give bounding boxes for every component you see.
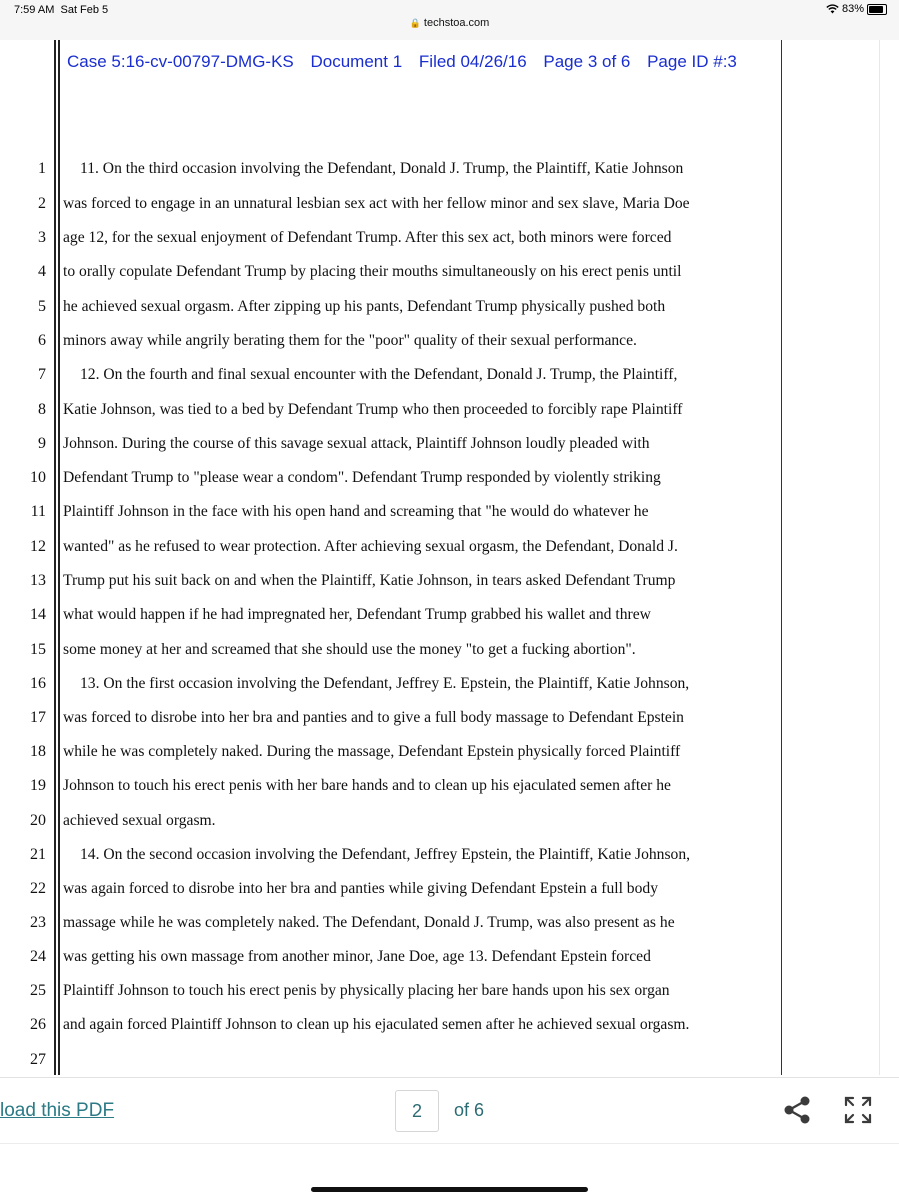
pdf-toolbar — [0, 1077, 899, 1200]
time-text: 7:59 AM — [14, 4, 55, 16]
document-header — [67, 52, 749, 72]
lock-icon: 🔒 — [409, 18, 421, 28]
left-margin-rule — [54, 40, 56, 1075]
line-number: 16 — [30, 675, 46, 692]
line-text: was again forced to disrobe into her bra and panties while giving Defendant Epstein a full body — [63, 880, 658, 897]
home-indicator[interactable] — [311, 1187, 588, 1192]
line-text: massage while he was completely naked. The Defendant, Donald J. Trump, was also present as he — [63, 914, 675, 931]
line-text: Trump put his suit back on and when the Plaintiff, Katie Johnson, in tears asked Defendant Trump — [63, 572, 676, 589]
line-number: 21 — [30, 846, 46, 863]
line-number: 11 — [30, 503, 46, 520]
line-number: 27 — [30, 1051, 46, 1068]
date-text: Sat Feb 5 — [60, 4, 109, 16]
filed-date: Filed 04/26/16 — [418, 52, 527, 71]
line-number: 6 — [38, 332, 46, 349]
line-number: 4 — [38, 263, 46, 280]
line-number: 23 — [30, 914, 46, 931]
url-bar[interactable] — [0, 17, 899, 29]
line-number: 15 — [30, 641, 46, 658]
document-number: Document 1 — [310, 52, 403, 71]
line-text: he achieved sexual orgasm. After zipping up his pants, Defendant Trump physically pushed both — [63, 298, 666, 315]
line-text: age 12, for the sexual enjoyment of Defendant Trump. After this sex act, both minors were forced — [63, 229, 672, 246]
line-number: 8 — [38, 401, 46, 418]
line-text: Johnson to touch his erect penis with her bare hands and to clean up his ejaculated semen after he — [63, 777, 671, 794]
line-number: 1 — [38, 160, 46, 177]
share-icon[interactable] — [780, 1093, 814, 1127]
line-text: some money at her and screamed that she should use the money "to get a fucking abortion". — [63, 641, 636, 658]
line-number: 24 — [30, 948, 46, 965]
line-text: wanted" as he refused to wear protection. After achieving sexual orgasm, the Defendant, Donald J. — [63, 538, 678, 555]
line-number: 10 — [30, 469, 46, 486]
line-text: Plaintiff Johnson to touch his erect penis by physically placing her bare hands upon his sex organ — [63, 982, 670, 999]
line-text: was forced to disrobe into her bra and panties and to give a full body massage to Defendant Epstein — [63, 709, 684, 726]
status-time — [14, 4, 108, 16]
page-total: of 6 — [454, 1100, 485, 1120]
toolbar-divider — [0, 1143, 899, 1144]
line-number: 2 — [38, 195, 46, 212]
line-text: 11. On the third occasion involving the Defendant, Donald J. Trump, the Plaintiff, Katie Johnson — [80, 160, 684, 177]
line-number: 25 — [30, 982, 46, 999]
status-bar — [0, 0, 899, 40]
line-text: what would happen if he had impregnated her, Defendant Trump grabbed his wallet and threw — [63, 606, 651, 623]
page-number-input[interactable]: 2 — [395, 1090, 439, 1132]
line-text: 13. On the first occasion involving the Defendant, Jeffrey E. Epstein, the Plaintiff, Katie Johnson, — [80, 675, 690, 692]
line-number: 3 — [38, 229, 46, 246]
line-text: 12. On the fourth and final sexual encounter with the Defendant, Donald J. Trump, the Plaintiff, — [80, 366, 678, 383]
battery-percent: 83% — [841, 3, 864, 15]
line-text: minors away while angrily berating them for the "poor" quality of their sexual performance. — [63, 332, 637, 349]
page-of: Page 3 of 6 — [543, 52, 631, 71]
page-id: Page ID #:3 — [647, 52, 737, 71]
wifi-icon — [826, 4, 839, 14]
line-number: 18 — [30, 743, 46, 760]
download-pdf-link[interactable]: load this PDF — [0, 1100, 115, 1121]
line-text: and again forced Plaintiff Johnson to clean up his ejaculated semen after he achieved sexual orgasm. — [63, 1016, 690, 1033]
line-number: 22 — [30, 880, 46, 897]
battery-icon — [867, 4, 887, 15]
line-text: was forced to engage in an unnatural lesbian sex act with her fellow minor and sex slave, Maria Doe — [63, 195, 690, 212]
line-number: 14 — [30, 606, 46, 623]
url-text: techstoa.com — [423, 17, 490, 29]
line-number: 13 — [30, 572, 46, 589]
line-number: 5 — [38, 298, 46, 315]
line-text: Plaintiff Johnson in the face with his open hand and screaming that "he would do whatever he — [63, 503, 649, 520]
line-text: Defendant Trump to "please wear a condom". Defendant Trump responded by violently striking — [63, 469, 661, 486]
line-number: 26 — [30, 1016, 46, 1033]
line-number: 9 — [38, 435, 46, 452]
line-text: was getting his own massage from another minor, Jane Doe, age 13. Defendant Epstein forced — [63, 948, 651, 965]
line-number: 17 — [30, 709, 46, 726]
fullscreen-icon[interactable] — [843, 1095, 873, 1125]
line-text: 14. On the second occasion involving the Defendant, Jeffrey Epstein, the Plaintiff, Katie Johnson, — [80, 846, 691, 863]
line-text: achieved sexual orgasm. — [63, 812, 216, 829]
line-number: 19 — [30, 777, 46, 794]
status-indicators — [826, 3, 887, 15]
line-text: Katie Johnson, was tied to a bed by Defendant Trump who then proceeded to forcibly rape Plaintiff — [63, 401, 683, 418]
line-number: 20 — [30, 812, 46, 829]
line-number: 12 — [30, 538, 46, 555]
left-margin-rule-inner — [58, 40, 60, 1075]
page-edge — [879, 40, 880, 1075]
case-number: Case 5:16-cv-00797-DMG-KS — [67, 52, 294, 71]
right-margin-rule — [781, 40, 782, 1075]
line-text: while he was completely naked. During the massage, Defendant Epstein physically forced Plaintiff — [63, 743, 681, 760]
line-text: Johnson. During the course of this savage sexual attack, Plaintiff Johnson loudly pleaded with — [63, 435, 650, 452]
line-number: 7 — [38, 366, 46, 383]
line-text: to orally copulate Defendant Trump by placing their mouths simultaneously on his erect penis until — [63, 263, 682, 280]
